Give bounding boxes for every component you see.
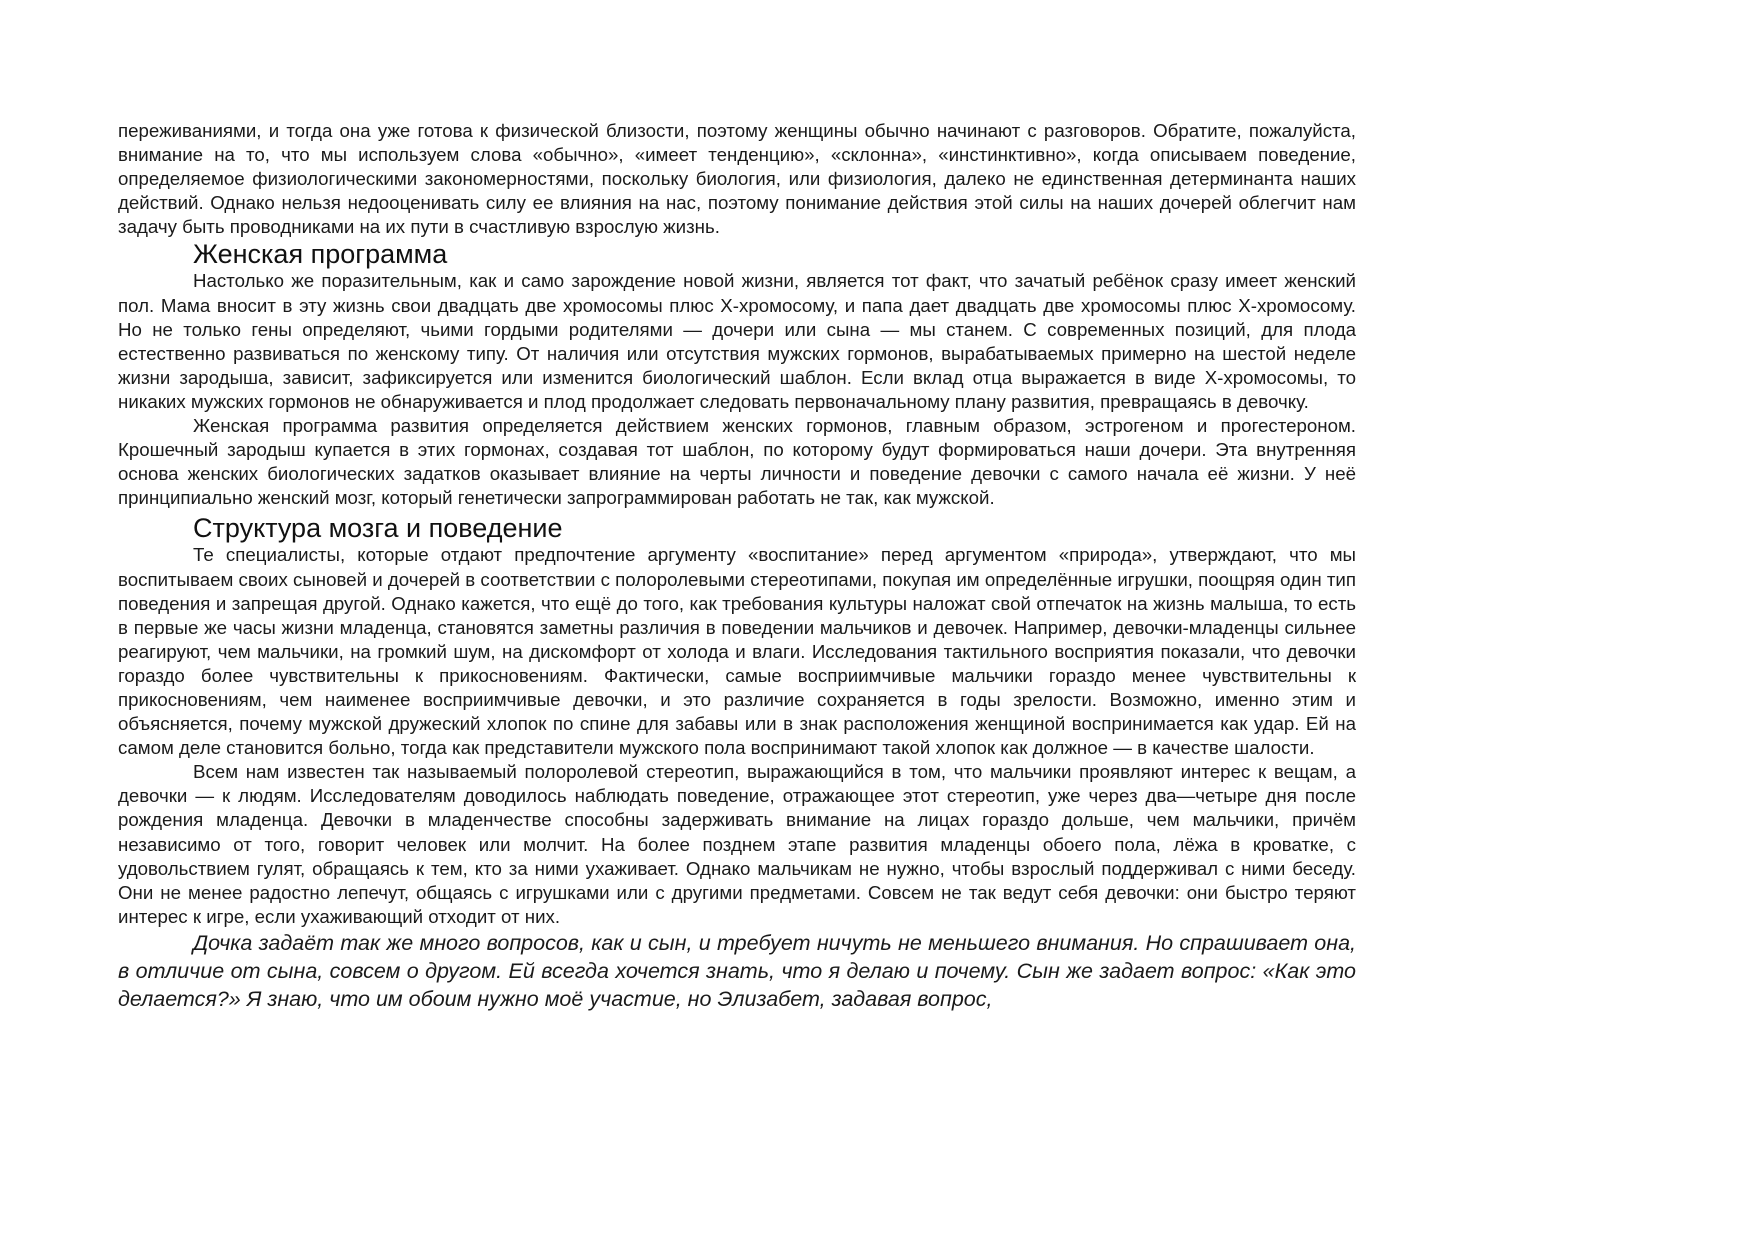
section-heading-female-program: Женская программа — [193, 239, 448, 270]
document-page — [118, 119, 1356, 1013]
quote-paragraph: Дочка задаёт так же много вопросов, как и сын, и требует ничуть не меньшего внимания. Но спрашивает она, в отличие от сына, совсем о другом. Ей всегда хочется знать, что я делаю и почему. Сын же задает вопрос: «Как это делается?» Я знаю, что им обоим нужно моё участие, но Элизабет, задавая вопрос, — [118, 930, 1356, 1011]
section-heading-brain-structure: Структура мозга и поведение — [193, 513, 563, 544]
body-paragraph: Всем нам известен так называемый полоролевой стереотип, выражающийся в том, что мальчики проявляют интерес к вещам, а девочки — к людям. Исследователям доводилось наблюдать поведение, отражающее этот стереотип, уже через два—четыре дня после рождения младенца. Девочки в младенчестве способны задерживать внимание на лицах гораздо дольше, чем мальчики, причём независимо от того, говорит человек или молчит. На более позднем этапе развития младенцы обоего пола, лёжа в кроватке, с удовольствием гулят, обращаясь к тем, кто за ними ухаживает. Однако мальчикам не нужно, чтобы взрослый поддерживал с ними беседу. Они не менее радостно лепечут, общаясь с игрушками или с другими предметами. Совсем не так ведут себя девочки: они быстро теряют интерес к игре, если ухаживающий отходит от них. — [118, 761, 1356, 927]
body-paragraph: Настолько же поразительным, как и само зарождение новой жизни, является тот факт, что зачатый ребёнок сразу имеет женский пол. Мама вносит в эту жизнь свои двадцать две хромосомы плюс Х-хромосому, и папа дает двадцать две хромосомы плюс Х-хромосому. Но не только гены определяют, чьими гордыми родителями — дочери или сына — мы станем. С современных позиций, для плода естественно развиваться по женскому типу. От наличия или отсутствия мужских гормонов, вырабатываемых примерно на шестой неделе жизни зародыша, зависит, зафиксируется или изменится биологический шаблон. Если вклад отца выражается в виде Х-хромосомы, то никаких мужских гормонов не обнаруживается и плод продолжает следовать первоначальному плану развития, превращаясь в девочку. — [118, 270, 1356, 412]
intro-paragraph: переживаниями, и тогда она уже готова к физической близости, поэтому женщины обычно начинают с разговоров. Обратите, пожалуйста, внимание на то, что мы используем слова «обычно», «имеет тенденцию», «склонна», «инстинктивно», когда описываем поведение, определяемое физиологическими закономерностями, поскольку биология, или физиология, далеко не единственная детерминанта наших действий. Однако нельзя недооценивать силу ее влияния на нас, поэтому понимание действия этой силы на наших дочерей облегчит нам задачу быть проводниками на их пути в счастливую взрослую жизнь. — [118, 120, 1356, 238]
body-paragraph: Те специалисты, которые отдают предпочтение аргументу «воспитание» перед аргументом «природа», утверждают, что мы воспитываем своих сыновей и дочерей в соответствии с полоролевыми стереотипами, покупая им определённые игрушки, поощряя один тип поведения и запрещая другой. Однако кажется, что ещё до того, как требования культуры наложат свой отпечаток на жизнь малыша, то есть в первые же часы жизни младенца, становятся заметны различия в поведении мальчиков и девочек. Например, девочки-младенцы сильнее реагируют, чем мальчики, на громкий шум, на дискомфорт от холода и влаги. Исследования тактильного восприятия показали, что девочки гораздо более чувствительны к прикосновениям. Фактически, самые восприимчивые мальчики гораздо менее чувствительны к прикосновениям, чем наименее восприимчивые девочки, и это различие сохраняется в годы зрелости. Возможно, именно этим и объясняется, почему мужской дружеский хлопок по спине для забавы или в знак расположения женщиной воспринимается как удар. Ей на самом деле становится больно, тогда как представители мужского пола воспринимают такой хлопок как должное — в качестве шалости. — [118, 544, 1356, 759]
body-paragraph: Женская программа развития определяется действием женских гормонов, главным образом, эстрогеном и прогестероном. Крошечный зародыш купается в этих гормонах, создавая тот шаблон, по которому будут формироваться наши дочери. Эта внутренняя основа женских биологических задатков оказывает влияние на черты личности и поведение девочки с самого начала её жизни. У неё принципиально женский мозг, который генетически запрограммирован работать не так, как мужской. — [118, 415, 1356, 509]
